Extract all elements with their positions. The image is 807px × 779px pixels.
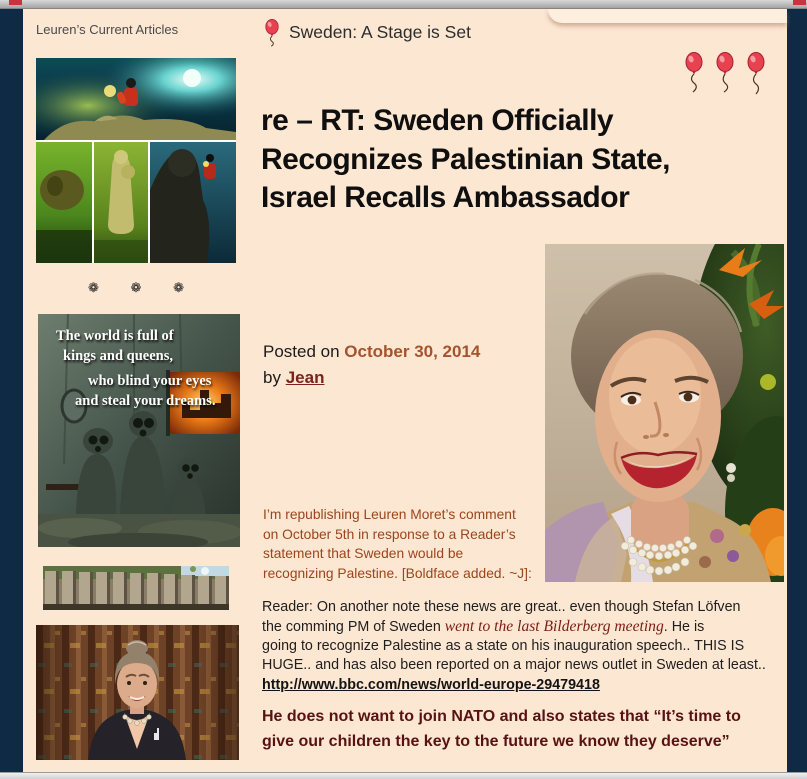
left-frame-bar (0, 9, 23, 772)
right-frame-bar (787, 9, 807, 772)
balloon-icon (715, 52, 735, 96)
balloon-icon (264, 19, 280, 47)
bilderberg-italic-phrase: went to the last Bilderberg meeting (444, 618, 664, 635)
reader-paragraph: Reader: On another note these news are great.. even though Stefan Löfven the comming PM of Sweden went to the last Bilderberg meeting. He is going to recognize Palestine as a state on his inauguration speech.. THIS IS HUGE.. and has also been reported on a major news outlet in Sweden at least.. http://www.bbc.com/news/world-europe-29479418 (262, 599, 766, 693)
by-label: by (263, 368, 281, 387)
gasmask-meme-image[interactable] (38, 314, 240, 547)
post-portrait-image[interactable] (545, 244, 784, 582)
flower-icon: ❁ (130, 280, 142, 295)
posted-on-label: Posted on (263, 342, 340, 361)
balloon-icon (684, 52, 704, 96)
meme-caption-line: who blind your eyes (88, 373, 212, 389)
flower-icon: ❁ (88, 280, 99, 295)
quote-paragraph: He does not want to join NATO and also states that “It’s time to give our children the key to the future we know they deserve” (262, 708, 741, 750)
sidebar-title: Leuren’s Current Articles (36, 22, 179, 37)
site-header-title[interactable]: Sweden: A Stage is Set (289, 22, 471, 42)
columns-image[interactable] (43, 566, 229, 610)
underwater-collage-image[interactable] (36, 58, 236, 263)
flower-separator (88, 280, 184, 296)
flower-icon: ❁ (173, 280, 184, 295)
red-marker (793, 0, 806, 5)
meme-caption-line: and steal your dreams. (75, 393, 216, 409)
bbc-article-link[interactable]: http://www.bbc.com/news/world-europe-29479418 (262, 677, 600, 693)
browser-top-bar (0, 0, 807, 9)
red-marker (9, 0, 22, 5)
balloon-icon (746, 52, 766, 96)
post-date: October 30, 2014 (344, 342, 481, 361)
site-header (264, 19, 471, 47)
meme-caption (38, 326, 240, 411)
browser-bottom-bar (0, 772, 807, 779)
header-shadow-flap (548, 9, 787, 23)
meme-caption-line: The world is full of (56, 328, 174, 344)
balloon-decoration-row (684, 52, 766, 96)
intro-paragraph: I’m republishing Leuren Moret’s comment on October 5th in response to a Reader’s statement that Sweden would be recognizing Palestine. [Boldface added. ~J]: (263, 507, 532, 581)
author-link[interactable]: Jean (285, 368, 325, 387)
leuren-portrait-image[interactable] (36, 625, 239, 760)
post-title: re – RT: Sweden Officially Recognizes Palestinian State, Israel Recalls Ambassador (261, 104, 670, 214)
meme-caption-line: kings and queens, (63, 348, 174, 364)
post-byline (263, 339, 480, 391)
